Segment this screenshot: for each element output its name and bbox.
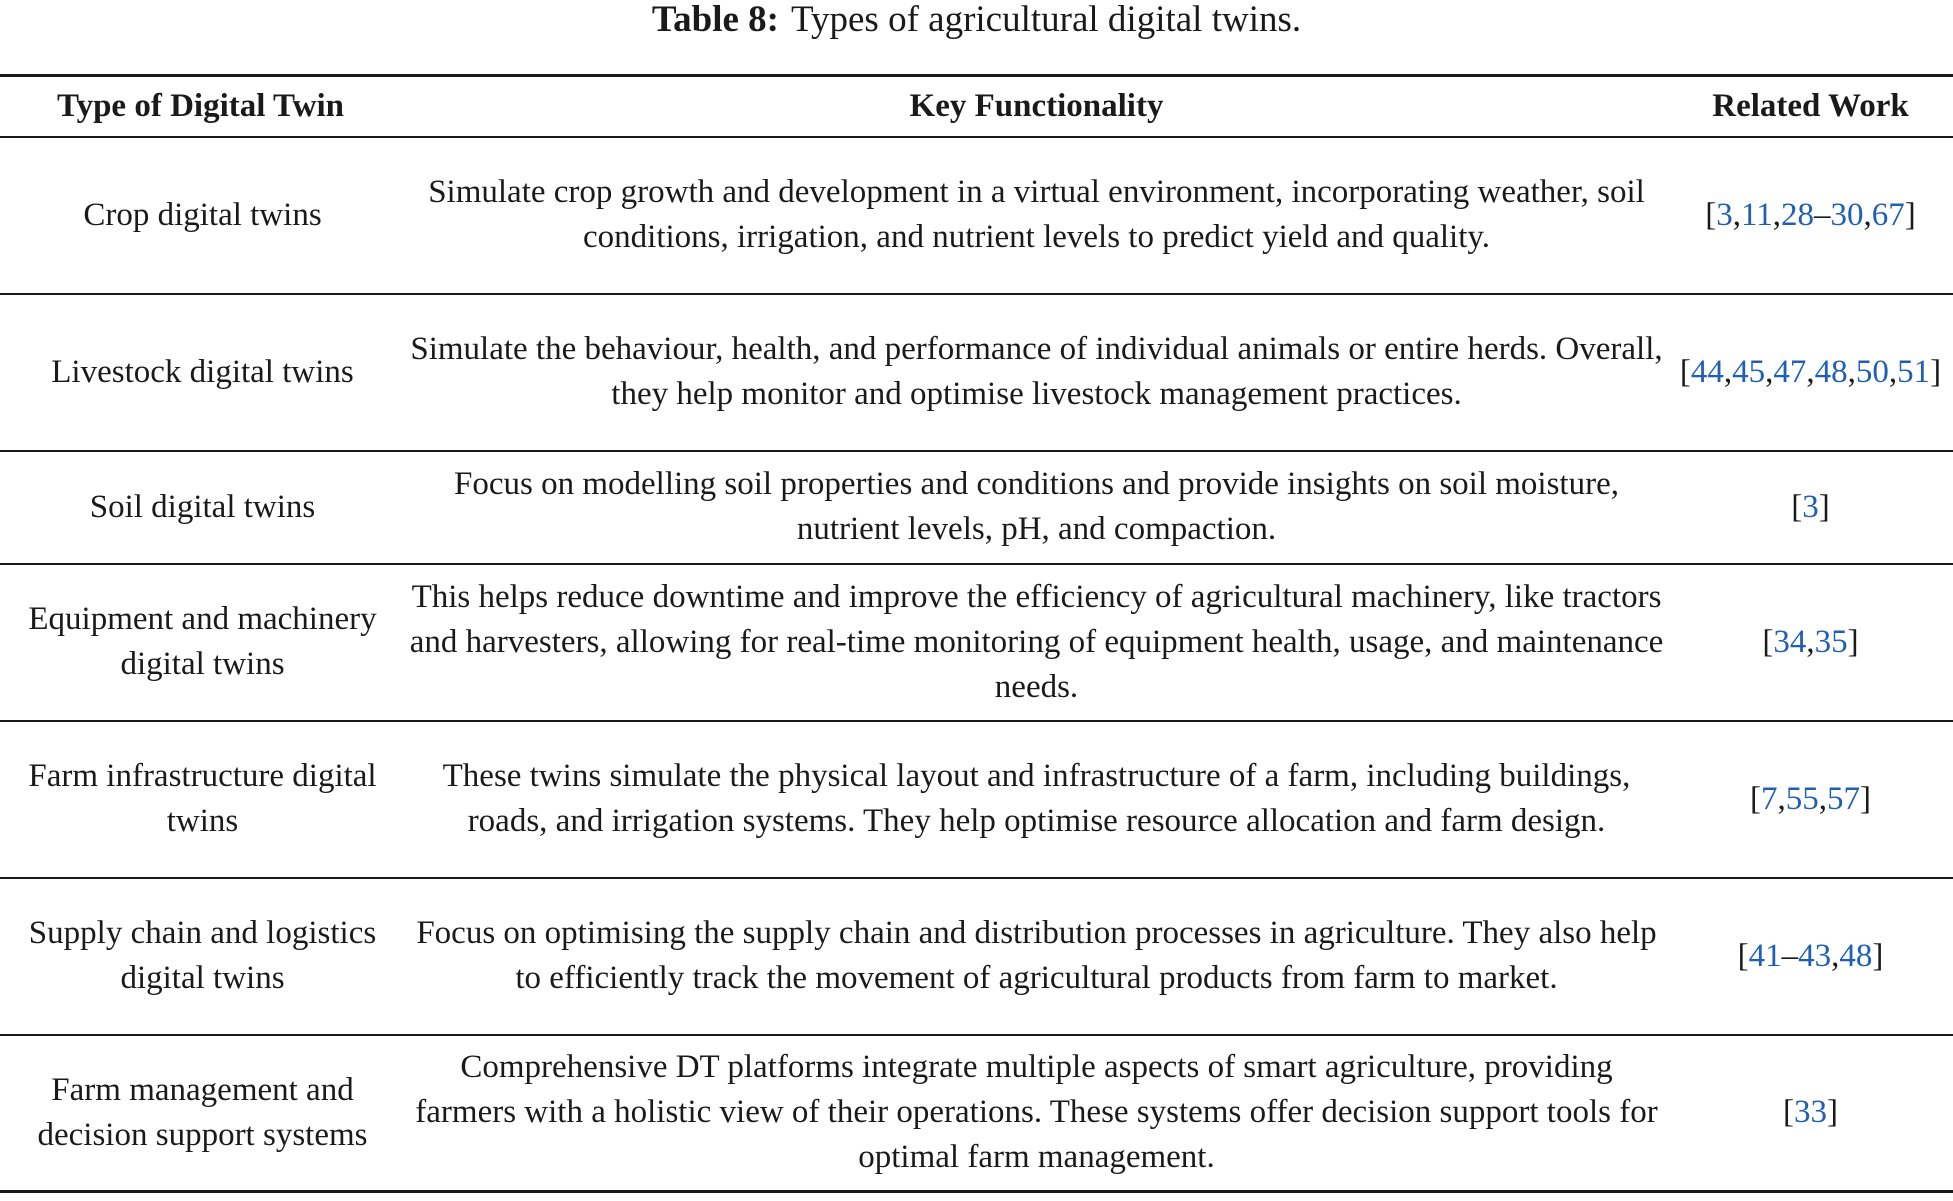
- citation-punctuation: ,: [1777, 780, 1786, 817]
- citation-punctuation: –: [1781, 937, 1799, 974]
- related-work-cell: [1668, 451, 1953, 564]
- functionality-cell: These twins simulate the physical layout and infrastructure of a farm, including buildings, roads, and irrigation systems. They help optimise resource allocation and farm design.: [405, 721, 1668, 878]
- table-row: [0, 294, 1953, 451]
- citation-punctuation: ,: [1806, 623, 1815, 660]
- citation-link[interactable]: 34: [1773, 623, 1807, 660]
- related-work-cell: [1668, 564, 1953, 721]
- citation-punctuation: [: [1737, 937, 1749, 974]
- citation-link[interactable]: 33: [1794, 1094, 1827, 1131]
- citation-punctuation: ,: [1806, 353, 1815, 390]
- citation-link[interactable]: 3: [1802, 488, 1819, 525]
- citation-punctuation: [: [1783, 1094, 1794, 1131]
- related-work-cell: [1668, 878, 1953, 1035]
- related-work-cell: [1668, 721, 1953, 878]
- header-related-work: Related Work: [1668, 76, 1953, 137]
- citation-link[interactable]: 55: [1785, 780, 1819, 817]
- citation-link[interactable]: 35: [1814, 623, 1848, 660]
- table-row: [0, 137, 1953, 294]
- citation-link[interactable]: 7: [1761, 780, 1778, 817]
- citation-link[interactable]: 44: [1690, 353, 1724, 390]
- type-cell: Soil digital twins: [0, 451, 405, 564]
- related-work-cell: [1668, 137, 1953, 294]
- table-row: [0, 1035, 1953, 1192]
- citation-link[interactable]: 67: [1871, 196, 1905, 233]
- citation-punctuation: [: [1679, 353, 1691, 390]
- functionality-cell: Simulate the behaviour, health, and performance of individual animals or entire herds. Overall, they help monitor and optimise livestock management practices.: [405, 294, 1668, 451]
- citation-punctuation: ]: [1904, 196, 1916, 233]
- table-header: [0, 76, 1953, 137]
- citation-punctuation: ]: [1818, 488, 1830, 525]
- citation-link[interactable]: 30: [1830, 196, 1864, 233]
- caption-text: Types of agricultural digital twins.: [790, 0, 1302, 40]
- citation-punctuation: ]: [1930, 353, 1942, 390]
- citation-link[interactable]: 3: [1716, 196, 1733, 233]
- citation-punctuation: ,: [1765, 353, 1774, 390]
- citation-link[interactable]: 47: [1773, 353, 1807, 390]
- type-cell: Farm infrastructure digital twins: [0, 721, 405, 878]
- citation-punctuation: [: [1762, 623, 1774, 660]
- digital-twins-table: [0, 74, 1953, 1193]
- citation-punctuation: ]: [1827, 1094, 1838, 1131]
- type-cell: Livestock digital twins: [0, 294, 405, 451]
- citation-link[interactable]: 41: [1748, 937, 1782, 974]
- functionality-cell: Focus on optimising the supply chain and distribution processes in agriculture. They also help to efficiently track the movement of agricultural products from farm to market.: [405, 878, 1668, 1035]
- citation-link[interactable]: 43: [1798, 937, 1832, 974]
- table-row: [0, 878, 1953, 1035]
- table-row: [0, 451, 1953, 564]
- type-cell: Equipment and machinery digital twins: [0, 564, 405, 721]
- citation-punctuation: [: [1705, 196, 1717, 233]
- related-work-cell: [1668, 294, 1953, 451]
- citation-link[interactable]: 48: [1839, 937, 1873, 974]
- citation-punctuation: ,: [1732, 196, 1741, 233]
- citation-link[interactable]: 28: [1781, 196, 1815, 233]
- type-cell: Supply chain and logistics digital twins: [0, 878, 405, 1035]
- table-caption: [0, 0, 1953, 44]
- citation-punctuation: ,: [1888, 353, 1898, 390]
- functionality-cell: Simulate crop growth and development in a virtual environment, incorporating weather, soil conditions, irrigation, and nutrient levels to predict yield and quality.: [405, 137, 1668, 294]
- citation-link[interactable]: 48: [1814, 353, 1848, 390]
- citation-punctuation: ]: [1847, 623, 1859, 660]
- citation-link[interactable]: 45: [1732, 353, 1766, 390]
- citation-punctuation: ,: [1723, 353, 1733, 390]
- functionality-cell: Focus on modelling soil properties and conditions and provide insights on soil moisture, nutrient levels, pH, and compaction.: [405, 451, 1668, 564]
- related-work-cell: [1668, 1035, 1953, 1192]
- header-type: Type of Digital Twin: [0, 76, 405, 137]
- citation-link[interactable]: 11: [1740, 196, 1773, 233]
- citation-punctuation: ,: [1818, 780, 1827, 817]
- citation-punctuation: ,: [1863, 196, 1872, 233]
- citation-punctuation: ,: [1847, 353, 1856, 390]
- citation-punctuation: [: [1791, 488, 1803, 525]
- citation-punctuation: ,: [1831, 937, 1840, 974]
- table-row: [0, 721, 1953, 878]
- table-row: [0, 564, 1953, 721]
- type-cell: Crop digital twins: [0, 137, 405, 294]
- table-body: [0, 137, 1953, 1192]
- functionality-cell: This helps reduce downtime and improve the efficiency of agricultural machinery, like tractors and harvesters, allowing for real-time monitoring of equipment health, usage, and maintenance needs.: [405, 564, 1668, 721]
- citation-link[interactable]: 57: [1827, 780, 1860, 817]
- header-functionality: Key Functionality: [405, 76, 1668, 137]
- citation-link[interactable]: 50: [1855, 353, 1889, 390]
- type-cell: Farm management and decision support systems: [0, 1035, 405, 1192]
- functionality-cell: Comprehensive DT platforms integrate multiple aspects of smart agriculture, providing farmers with a holistic view of their operations. These systems offer decision support tools for optimal farm management.: [405, 1035, 1668, 1192]
- citation-link[interactable]: 51: [1897, 353, 1931, 390]
- citation-punctuation: ,: [1772, 196, 1782, 233]
- citation-punctuation: ]: [1872, 937, 1884, 974]
- citation-punctuation: –: [1814, 196, 1831, 233]
- citation-punctuation: ]: [1860, 780, 1871, 817]
- caption-label: Table 8:: [651, 0, 779, 40]
- header-row: [0, 76, 1953, 137]
- citation-punctuation: [: [1750, 780, 1761, 817]
